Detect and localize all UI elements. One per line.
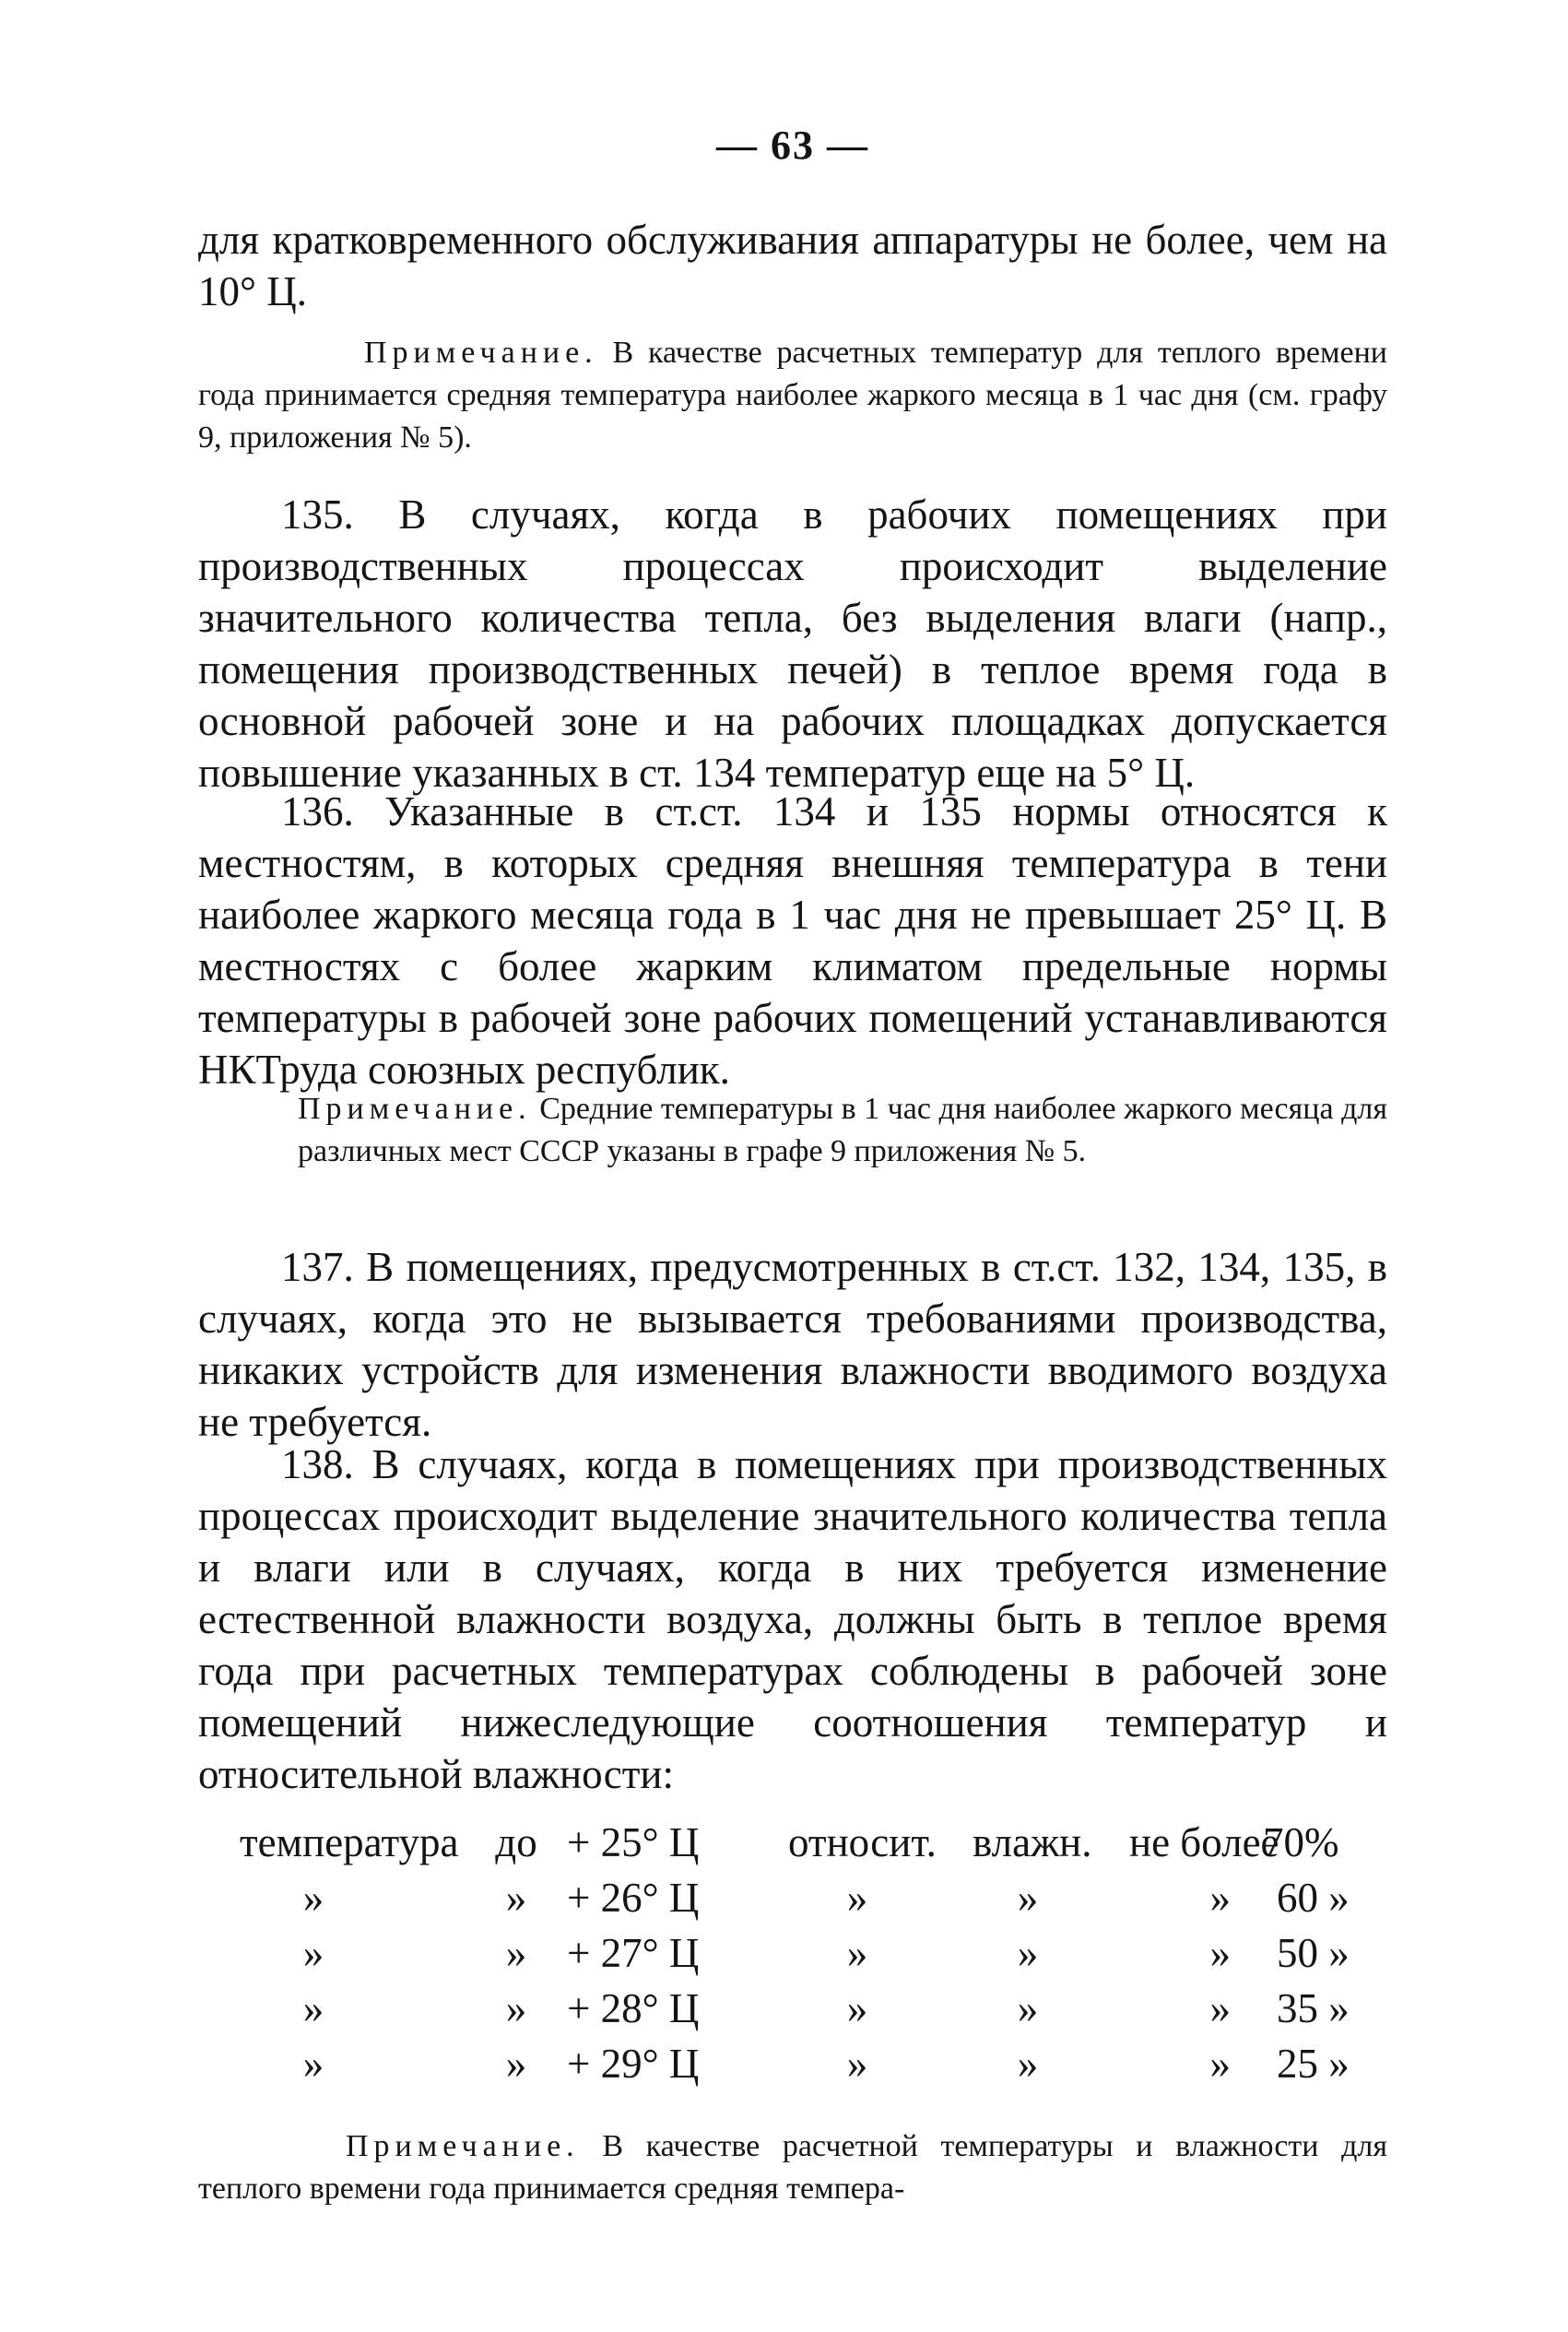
table-cell: » — [1209, 1930, 1231, 1976]
table-cell: » — [1209, 1985, 1231, 2031]
table-row — [240, 1818, 1387, 1874]
table-cell: » — [1017, 2041, 1039, 2087]
table-row — [240, 1874, 1387, 1929]
table-cell: » — [302, 1930, 324, 1976]
table-cell: » — [846, 1985, 868, 2031]
note-3-text: В качестве расчетной температуры и влажности для теплого времени года принимается средняя темпера- — [198, 2129, 1387, 2206]
table-cell: до — [495, 1819, 537, 1865]
paragraph-136: 136. Указанные в ст.ст. 134 и 135 нормы относятся к местностям, в которых средняя внешняя температура в тени наиболее жаркого месяца года в 1 час дня не превышает 25° Ц. В местностях с более жарким климатом предельные нормы температуры в рабочей зоне рабочих помещений устанавливаются НКТруда союзных республик. — [198, 788, 1387, 1093]
table-row — [240, 1929, 1387, 1984]
table-cell: » — [505, 2041, 527, 2087]
table-cell: » — [505, 1985, 527, 2031]
paragraph-continuation: для кратковременного обслуживания аппаратуры не более, чем на 10° Ц. — [198, 217, 1387, 314]
table-cell: 70% — [1263, 1819, 1339, 1865]
note-1-label: Примечание. — [364, 336, 598, 370]
table-cell: » — [505, 1875, 527, 1921]
note-3-label: Примечание. — [346, 2129, 580, 2163]
table-cell: » — [302, 1985, 324, 2031]
table-cell: + 25° Ц — [567, 1819, 700, 1865]
table-cell: » — [1209, 1875, 1231, 1921]
table-cell: » — [1017, 1875, 1039, 1921]
note-2-text: Средние температуры в 1 час дня наиболее жаркого месяца для различных мест СССР указаны в графе 9 приложения № 5. — [298, 1092, 1387, 1168]
table-cell: + 27° Ц — [567, 1930, 700, 1976]
table-cell: » — [846, 1930, 868, 1976]
table-cell: » — [302, 1875, 324, 1921]
table-cell: 60 » — [1277, 1875, 1350, 1921]
table-cell: не более — [1129, 1819, 1279, 1865]
note-1-text: В качестве расчетных температур для теплого времени года принимается средняя температура наиболее жаркого месяца в 1 час дня (см. графу 9, приложения № 5). — [198, 336, 1388, 455]
book-page — [198, 0, 1387, 2332]
table-cell: температура — [240, 1819, 459, 1865]
table-cell: + 28° Ц — [567, 1985, 700, 2031]
table-cell: + 26° Ц — [567, 1875, 700, 1921]
note-3 — [198, 2125, 1387, 2210]
table-cell: относит. — [788, 1819, 937, 1865]
paragraph-138: 138. В случаях, когда в помещениях при производственных процессах происходит выделение значительного количества тепла и влаги или в случаях, когда в них требуется изменение естественной влажности воздуха, должны быть в теплое время года при расчетных температурах соблюдены в рабочей зоне помещений нижеследующие соотношения температур и относительной влажности: — [198, 1441, 1387, 1797]
note-2-label: Примечание. — [298, 1092, 532, 1126]
table-cell: » — [1017, 1930, 1039, 1976]
table-cell: » — [1209, 2041, 1231, 2087]
table-cell: » — [846, 1875, 868, 1921]
table-cell: » — [846, 2041, 868, 2087]
table-cell: + 29° Ц — [567, 2041, 700, 2087]
table-cell: » — [1017, 1985, 1039, 2031]
paragraph-137: 137. В помещениях, предусмотренных в ст.ст. 132, 134, 135, в случаях, когда это не вызывается требованиями производства, никаких устройств для изменения влажности вводимого воздуха не требуется. — [198, 1244, 1387, 1445]
table-cell: » — [505, 1930, 527, 1976]
table-cell: 50 » — [1277, 1930, 1350, 1976]
note-1 — [198, 332, 1387, 459]
table-cell: влажн. — [973, 1819, 1092, 1865]
table-row — [240, 1984, 1387, 2040]
temperature-humidity-table — [240, 1818, 1387, 2095]
table-cell: 25 » — [1277, 2041, 1350, 2087]
table-cell: 35 » — [1277, 1985, 1350, 2031]
note-2 — [298, 1088, 1387, 1173]
paragraph-135: 135. В случаях, когда в рабочих помещениях при производственных процессах происходит выделение значительного количества тепла, без выделения влаги (напр., помещения производственных печей) в теплое время года в основной рабочей зоне и на рабочих площадках допускается повышение указанных в ст. 134 температур еще на 5° Ц. — [198, 491, 1387, 796]
table-cell: » — [302, 2041, 324, 2087]
table-row — [240, 2040, 1387, 2095]
page-number: — 63 — — [716, 123, 869, 168]
